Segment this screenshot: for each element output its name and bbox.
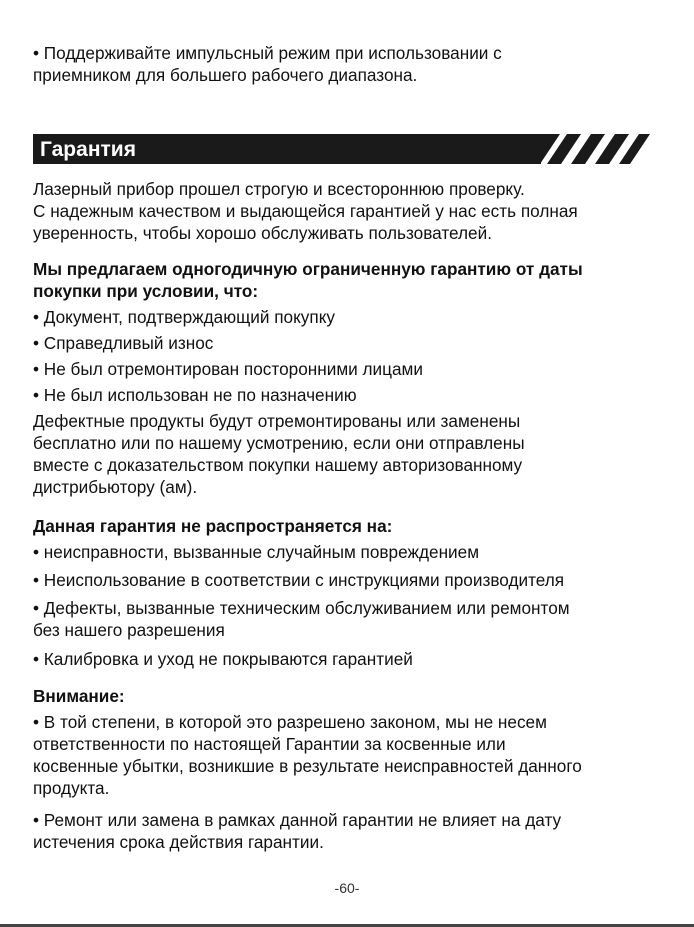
exclusion-item: • Дефекты, вызванные техническим обслуживанием или ремонтом: [33, 598, 570, 618]
para1-line-1: Лазерный прибор прошел строгую и всестороннюю проверку.: [33, 179, 525, 199]
condition-item: • Не был использован не по назначению: [33, 385, 357, 405]
offer-line-2: покупки при условии, что:: [33, 281, 259, 301]
attention-item-line: продукта.: [33, 778, 110, 798]
condition-item: • Документ, подтверждающий покупку: [33, 307, 336, 327]
defective-line-3: вместе с доказательством покупки нашему авторизованному: [33, 455, 523, 475]
attention-item-line: • Ремонт или замена в рамках данной гарантии не влияет на дату: [33, 810, 562, 830]
condition-item: • Не был отремонтирован посторонними лицами: [33, 359, 423, 379]
attention-item-line: истечения срока действия гарантии.: [33, 832, 324, 852]
intro-line-2: приемником для большего рабочего диапазона.: [33, 65, 418, 85]
page-number: -60-: [334, 880, 360, 896]
exclusion-item: • Неиспользование в соответствии с инструкциями производителя: [33, 570, 565, 590]
defective-line-1: Дефектные продукты будут отремонтированы или заменены: [33, 411, 521, 431]
exclusion-item: • Калибровка и уход не покрываются гарантией: [33, 649, 413, 669]
intro-line-1: • Поддерживайте импульсный режим при использовании с: [33, 43, 502, 63]
attention-item-line: ответственности по настоящей Гарантии за косвенные или: [33, 734, 506, 754]
section-title: Гарантия: [40, 138, 136, 161]
attention-item-line: • В той степени, в которой это разрешено законом, мы не несем: [33, 712, 547, 732]
decorative-stripes-icon: [520, 134, 650, 164]
offer-line-1: Мы предлагаем одногодичную ограниченную гарантию от даты: [33, 259, 583, 279]
condition-item: • Справедливый износ: [33, 333, 214, 353]
para1-line-2: С надежным качеством и выдающейся гарантией у нас есть полная: [33, 201, 578, 221]
attention-item-line: косвенные убытки, возникшие в результате неисправностей данного: [33, 756, 582, 776]
exclusion-item: • неисправности, вызванные случайным повреждением: [33, 542, 480, 562]
exclusion-item-continued: без нашего разрешения: [33, 620, 225, 640]
defective-line-4: дистрибьютору (ам).: [33, 477, 198, 497]
exclusions-heading: Данная гарантия не распространяется на:: [33, 516, 393, 536]
para1-line-3: уверенность, чтобы хорошо обслуживать пользователей.: [33, 223, 492, 243]
attention-heading: Внимание:: [33, 686, 125, 706]
defective-line-2: бесплатно или по нашему усмотрению, если они отправлены: [33, 433, 525, 453]
